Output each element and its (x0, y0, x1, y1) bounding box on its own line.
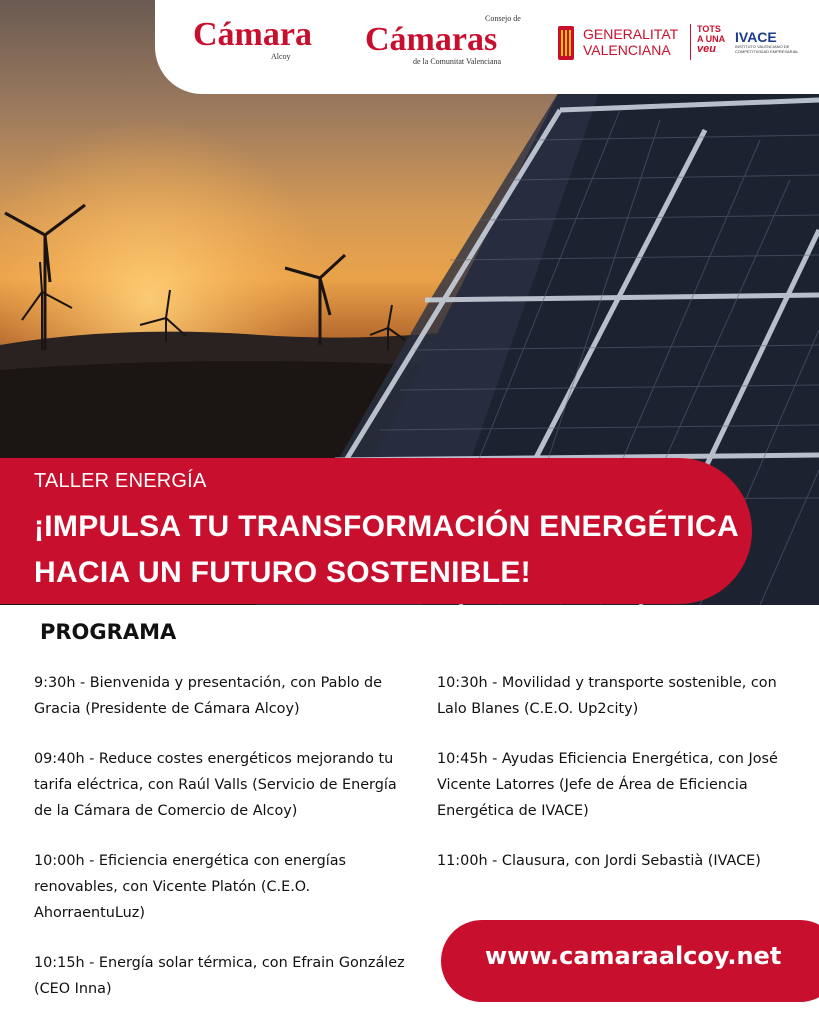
ivace-sub1: INSTITUTO VALENCIANO DE (735, 44, 790, 49)
ivace-logo (735, 30, 799, 54)
program-item: 9:30h - Bienvenida y presentación, con Pablo de Gracia (Presidente de Cámara Alcoy) (34, 675, 382, 717)
generalitat-line1: GENERALITAT (583, 26, 679, 42)
event-eyebrow: TALLER ENERGÍA (34, 470, 207, 492)
ivace-name: IVACE (735, 29, 777, 45)
generalitat-shield-icon (555, 20, 577, 68)
generalitat-line2: VALENCIANA (583, 42, 671, 58)
program-item: 10:15h - Energía solar térmica, con Efrain González (CEO Inna) (34, 955, 405, 997)
consejo-name: Cámaras (365, 21, 498, 58)
camara-alcoy-name: Cámara (193, 16, 312, 53)
program-column-right (437, 670, 797, 898)
headline-line2: HACIA UN FUTURO SOSTENIBLE! (34, 556, 531, 589)
consejo-top: Consejo de (485, 14, 521, 23)
program-title: PROGRAMA (40, 620, 177, 644)
program-item: 10:30h - Movilidad y transporte sostenible, con Lalo Blanes (C.E.O. Up2city) (437, 675, 777, 717)
title-band (0, 458, 752, 604)
generalitat-tag3: veu (697, 43, 716, 55)
logo-bar (155, 0, 819, 94)
event-headline (34, 504, 739, 596)
consejo-sub: de la Comunitat Valenciana (413, 57, 502, 66)
program-item: 10:00h - Eficiencia energética con energías renovables, con Vicente Platón (C.E.O. AhorraentuLuz) (34, 853, 347, 921)
ivace-sub2: COMPETITIVIDAD EMPRESARIAL (735, 49, 799, 54)
website-url[interactable]: www.camaraalcoy.net (485, 942, 782, 970)
program-item: 10:45h - Ayudas Eficiencia Energética, con José Vicente Latorres (Jefe de Área de Eficiencia Energética de IVACE) (437, 751, 778, 819)
camara-alcoy-sub: Alcoy (271, 52, 291, 61)
headline-line1: ¡IMPULSA TU TRANSFORMACIÓN ENERGÉTICA (34, 510, 739, 543)
program-item: 09:40h - Reduce costes energéticos mejorando tu tarifa eléctrica, con Raúl Valls (Servicio de Energía de la Cámara de Comercio de Alcoy) (34, 751, 397, 819)
program-item: 11:00h - Clausura, con Jordi Sebastià (IVACE) (437, 853, 761, 869)
consejo-camaras-logo (365, 14, 521, 66)
generalitat-tag1: TOTS (697, 24, 721, 34)
generalitat-tag2: A UNA (697, 34, 726, 44)
program-column-left (34, 670, 419, 1026)
website-link[interactable] (441, 920, 819, 1002)
camara-alcoy-logo (193, 18, 312, 61)
